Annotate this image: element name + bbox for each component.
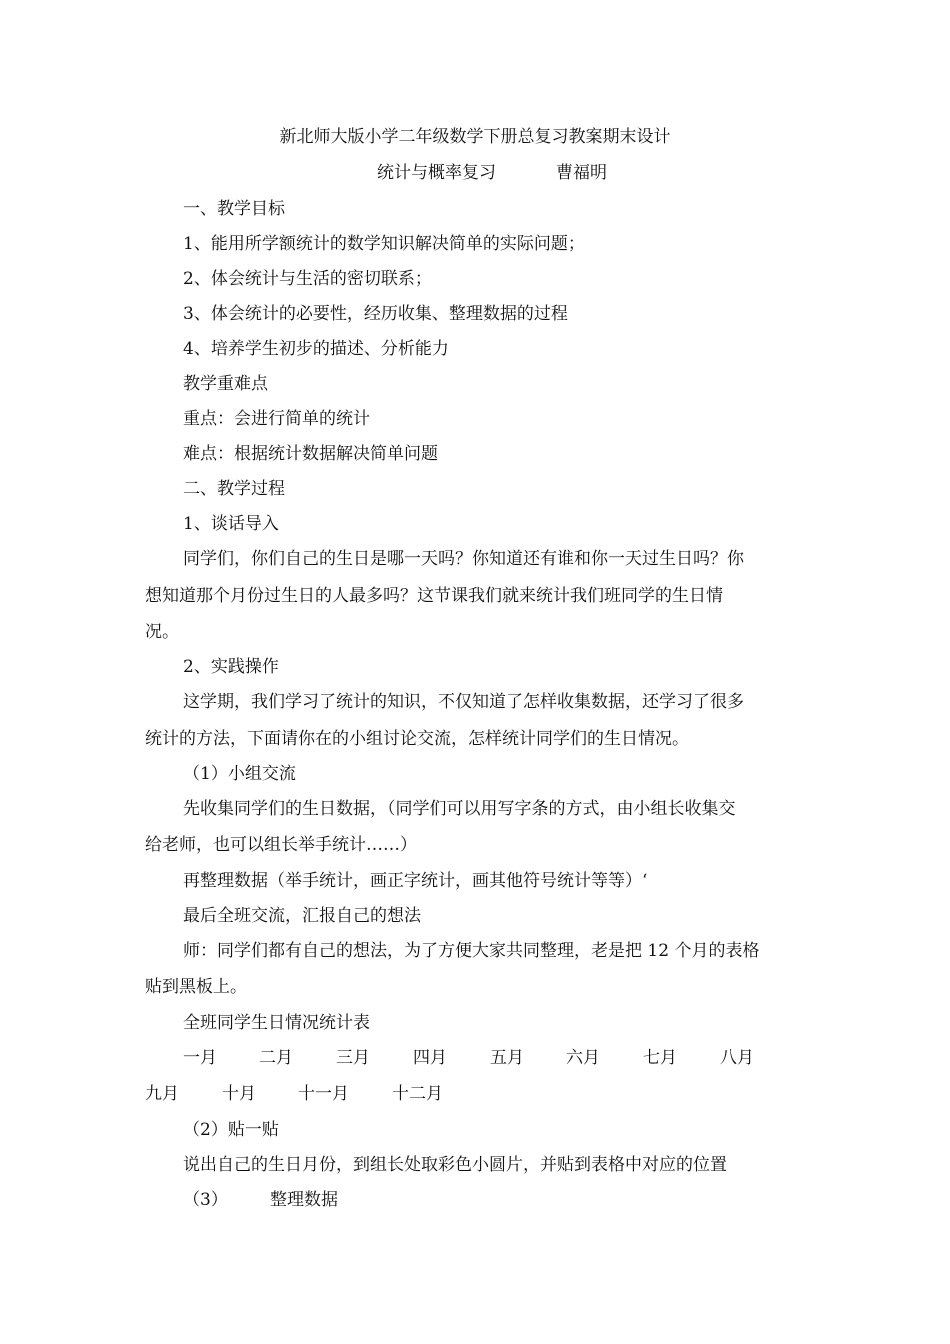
month-label: 二月 xyxy=(259,1048,293,1068)
substep-number-organize: （3） xyxy=(183,1190,228,1210)
substep-heading-stick: （2）贴一贴 xyxy=(183,1120,279,1140)
key-points-heading: 教学重难点 xyxy=(183,374,268,394)
document-title: 新北师大版小学二年级数学下册总复习教案期末设计 xyxy=(279,127,671,147)
paragraph-teacher-line-2: 贴到黑板上。 xyxy=(145,977,247,997)
month-label: 三月 xyxy=(336,1048,370,1068)
month-label: 八月 xyxy=(720,1048,754,1068)
paragraph-practice-line-2: 统计的方法，下面请你在的小组讨论交流，怎样统计同学们的生日情况。 xyxy=(145,729,689,749)
month-label: 七月 xyxy=(643,1048,677,1068)
paragraph-teacher-line-1: 师：同学们都有自己的想法，为了方便大家共同整理，老是把 12 个月的表格 xyxy=(183,941,760,961)
key-point: 重点：会进行简单的统计 xyxy=(183,409,370,429)
step-heading-intro: 1、谈话导入 xyxy=(183,514,279,534)
paragraph-stick: 说出自己的生日月份，到组长处取彩色小圆片，并贴到表格中对应的位置 xyxy=(183,1155,727,1175)
paragraph-intro-line-1: 同学们，你们自己的生日是哪一天吗？你知道还有谁和你一天过生日吗？你 xyxy=(183,549,744,569)
section-heading-goals: 一、教学目标 xyxy=(183,199,285,219)
paragraph-intro-line-2: 想知道那个月份过生日的人最多吗？这节课我们就来统计我们班同学的生日情 xyxy=(145,586,723,606)
month-label: 四月 xyxy=(413,1048,447,1068)
document-topic: 统计与概率复习 xyxy=(377,163,496,183)
goal-item-1: 1、能用所学额统计的数学知识解决简单的实际问题； xyxy=(183,234,585,254)
month-label: 一月 xyxy=(183,1048,217,1068)
goal-item-3: 3、体会统计的必要性，经历收集、整理数据的过程 xyxy=(183,304,568,324)
goal-item-2: 2、体会统计与生活的密切联系； xyxy=(183,269,432,289)
month-label: 十二月 xyxy=(392,1084,443,1104)
table-caption: 全班同学生日情况统计表 xyxy=(183,1013,370,1033)
paragraph-intro-line-3: 况。 xyxy=(145,622,179,642)
step-heading-practice: 2、实践操作 xyxy=(183,657,279,677)
goal-item-4: 4、培养学生初步的描述、分析能力 xyxy=(183,339,449,359)
difficult-point: 难点：根据统计数据解决简单问题 xyxy=(183,444,438,464)
substep-heading-organize: 整理数据 xyxy=(270,1190,338,1210)
month-label: 六月 xyxy=(566,1048,600,1068)
paragraph-organize: 再整理数据（举手统计，画正字统计，画其他符号统计等等）‘ xyxy=(183,871,648,891)
paragraph-practice-line-1: 这学期，我们学习了统计的知识，不仅知道了怎样收集数据，还学习了很多 xyxy=(183,692,744,712)
paragraph-report: 最后全班交流，汇报自己的想法 xyxy=(183,906,421,926)
paragraph-collect-line-1: 先收集同学们的生日数据，（同学们可以用写字条的方式，由小组长收集交 xyxy=(183,799,736,819)
month-label: 十月 xyxy=(222,1084,256,1104)
section-heading-process: 二、教学过程 xyxy=(183,479,285,499)
document-author: 曹福明 xyxy=(556,163,607,183)
month-label: 十一月 xyxy=(298,1084,349,1104)
substep-heading-group: （1）小组交流 xyxy=(183,764,296,784)
month-label: 五月 xyxy=(490,1048,524,1068)
paragraph-collect-line-2: 给老师，也可以组长举手统计……） xyxy=(145,835,417,855)
month-label: 九月 xyxy=(145,1084,179,1104)
